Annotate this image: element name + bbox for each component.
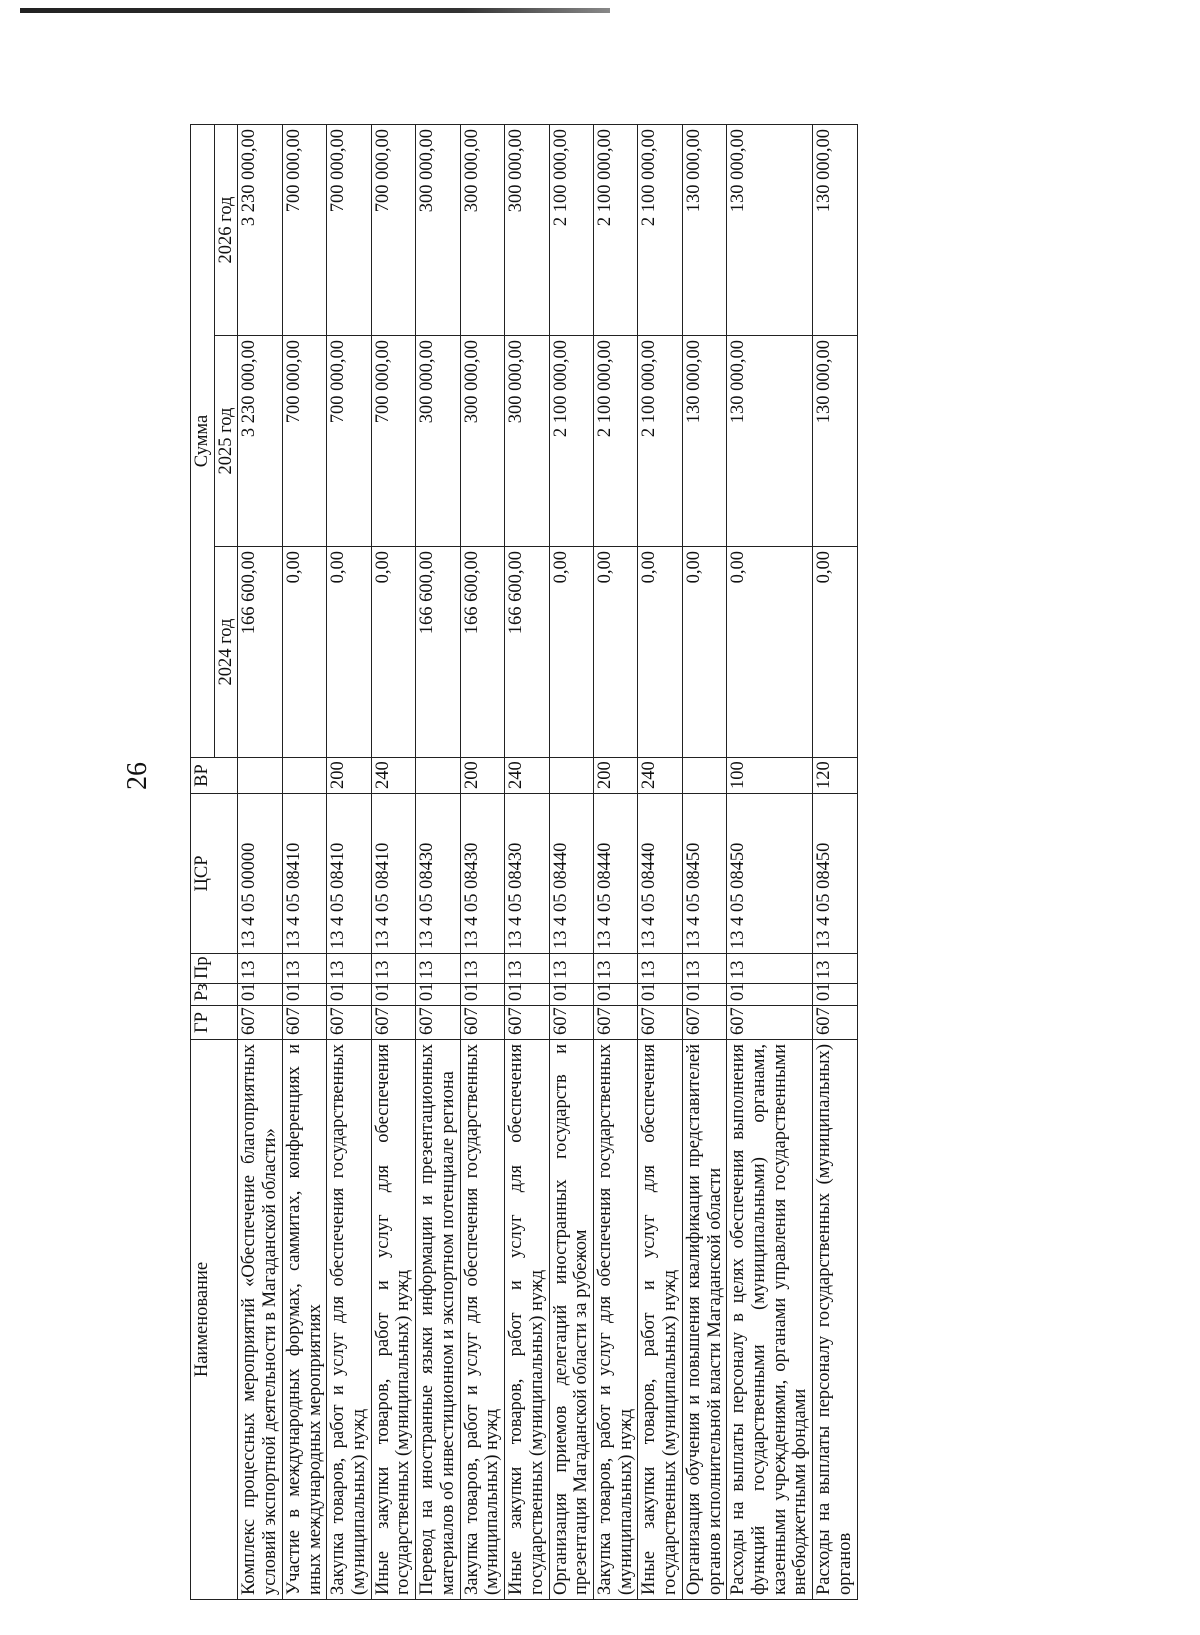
cell-2024: 0,00 xyxy=(727,547,813,758)
cell-name: Расходы на выплаты персоналу государственных (муниципальных) органов xyxy=(813,1040,857,1600)
cell-pr: 13 xyxy=(371,954,415,984)
cell-2025: 2 100 000,00 xyxy=(638,336,682,547)
table-row xyxy=(549,124,593,1599)
cell-rz: 01 xyxy=(549,984,593,1006)
cell-pr: 13 xyxy=(549,954,593,984)
cell-name: Организация обучения и повышения квалификации представителей органов исполнительной власти Магаданской области xyxy=(682,1040,726,1600)
cell-2026: 300 000,00 xyxy=(416,124,460,335)
cell-gr: 607 xyxy=(460,1006,504,1040)
cell-2024: 0,00 xyxy=(327,547,371,758)
cell-gr: 607 xyxy=(327,1006,371,1040)
cell-rz: 01 xyxy=(727,984,813,1006)
table-row xyxy=(282,124,326,1599)
cell-vr: 200 xyxy=(327,758,371,794)
table-row xyxy=(638,124,682,1599)
cell-pr: 13 xyxy=(727,954,813,984)
cell-gr: 607 xyxy=(638,1006,682,1040)
cell-vr xyxy=(549,758,593,794)
top-scan-line xyxy=(20,8,610,13)
cell-gr: 607 xyxy=(682,1006,726,1040)
table-body xyxy=(238,124,857,1599)
table-row xyxy=(416,124,460,1599)
cell-vr xyxy=(282,758,326,794)
cell-2024: 166 600,00 xyxy=(460,547,504,758)
cell-2026: 2 100 000,00 xyxy=(638,124,682,335)
cell-gr: 607 xyxy=(813,1006,857,1040)
cell-gr: 607 xyxy=(416,1006,460,1040)
cell-rz: 01 xyxy=(813,984,857,1006)
table-row xyxy=(505,124,549,1599)
cell-pr: 13 xyxy=(813,954,857,984)
cell-vr: 200 xyxy=(460,758,504,794)
cell-vr: 240 xyxy=(638,758,682,794)
page-number: 26 xyxy=(122,762,153,790)
cell-2026: 130 000,00 xyxy=(727,124,813,335)
header-pr: Пр xyxy=(191,954,238,984)
cell-2026: 2 100 000,00 xyxy=(593,124,637,335)
cell-csr: 13 4 05 08450 xyxy=(682,794,726,954)
rotated-table-wrapper xyxy=(190,125,858,1600)
cell-2025: 300 000,00 xyxy=(460,336,504,547)
cell-2024: 0,00 xyxy=(682,547,726,758)
cell-2026: 3 230 000,00 xyxy=(238,124,282,335)
cell-2024: 166 600,00 xyxy=(416,547,460,758)
table-row xyxy=(813,124,857,1599)
table-row xyxy=(593,124,637,1599)
cell-2025: 700 000,00 xyxy=(327,336,371,547)
header-csr: ЦСР xyxy=(191,794,238,954)
cell-rz: 01 xyxy=(682,984,726,1006)
cell-name: Иные закупки товаров, работ и услуг для обеспечения государственных (муниципальных) нужд xyxy=(638,1040,682,1600)
cell-rz: 01 xyxy=(505,984,549,1006)
cell-csr: 13 4 05 08430 xyxy=(460,794,504,954)
table-row xyxy=(682,124,726,1599)
cell-name: Закупка товаров, работ и услуг для обеспечения государственных (муниципальных) нужд xyxy=(460,1040,504,1600)
cell-csr: 13 4 05 08410 xyxy=(282,794,326,954)
cell-gr: 607 xyxy=(593,1006,637,1040)
cell-rz: 01 xyxy=(460,984,504,1006)
cell-csr: 13 4 05 08410 xyxy=(371,794,415,954)
cell-pr: 13 xyxy=(460,954,504,984)
cell-rz: 01 xyxy=(282,984,326,1006)
cell-vr: 200 xyxy=(593,758,637,794)
cell-2026: 300 000,00 xyxy=(460,124,504,335)
cell-2024: 0,00 xyxy=(638,547,682,758)
cell-2025: 300 000,00 xyxy=(505,336,549,547)
cell-csr: 13 4 05 08450 xyxy=(727,794,813,954)
cell-pr: 13 xyxy=(682,954,726,984)
header-sum: Сумма xyxy=(191,124,215,757)
cell-name: Закупка товаров, работ и услуг для обеспечения государственных (муниципальных) нужд xyxy=(593,1040,637,1600)
cell-2024: 0,00 xyxy=(813,547,857,758)
cell-2025: 700 000,00 xyxy=(371,336,415,547)
cell-vr xyxy=(416,758,460,794)
cell-csr: 13 4 05 08440 xyxy=(638,794,682,954)
cell-2025: 2 100 000,00 xyxy=(549,336,593,547)
cell-2024: 0,00 xyxy=(593,547,637,758)
header-year-2025: 2025 год xyxy=(214,336,238,547)
cell-pr: 13 xyxy=(282,954,326,984)
header-name: Наименование xyxy=(191,1040,238,1600)
cell-csr: 13 4 05 08450 xyxy=(813,794,857,954)
cell-2025: 700 000,00 xyxy=(282,336,326,547)
cell-2026: 700 000,00 xyxy=(282,124,326,335)
cell-csr: 13 4 05 08410 xyxy=(327,794,371,954)
cell-name: Участие в международных форумах, саммитах, конференциях и иных международных мероприятиях xyxy=(282,1040,326,1600)
cell-2026: 700 000,00 xyxy=(327,124,371,335)
cell-pr: 13 xyxy=(638,954,682,984)
table-header xyxy=(191,124,238,1599)
cell-name: Закупка товаров, работ и услуг для обеспечения государственных (муниципальных) нужд xyxy=(327,1040,371,1600)
cell-2024: 0,00 xyxy=(371,547,415,758)
cell-name: Расходы на выплаты персоналу в целях обеспечения выполнения функций государственными (муниципальными) органами, казенными учреждениями, органами управления государственными внебюджетными фондами xyxy=(727,1040,813,1600)
cell-2025: 2 100 000,00 xyxy=(593,336,637,547)
cell-rz: 01 xyxy=(416,984,460,1006)
cell-rz: 01 xyxy=(327,984,371,1006)
cell-name: Организация приемов делегаций иностранных государств и презентация Магаданской области за рубежом xyxy=(549,1040,593,1600)
header-vr: ВР xyxy=(191,758,238,794)
header-year-2026: 2026 год xyxy=(214,124,238,335)
cell-vr xyxy=(682,758,726,794)
cell-pr: 13 xyxy=(238,954,282,984)
cell-csr: 13 4 05 08440 xyxy=(549,794,593,954)
table-row xyxy=(371,124,415,1599)
cell-gr: 607 xyxy=(727,1006,813,1040)
header-rz: Рз xyxy=(191,984,238,1006)
table-row xyxy=(327,124,371,1599)
cell-gr: 607 xyxy=(282,1006,326,1040)
cell-pr: 13 xyxy=(327,954,371,984)
cell-name: Иные закупки товаров, работ и услуг для обеспечения государственных (муниципальных) нужд xyxy=(505,1040,549,1600)
cell-vr: 240 xyxy=(371,758,415,794)
cell-2025: 130 000,00 xyxy=(682,336,726,547)
cell-rz: 01 xyxy=(593,984,637,1006)
cell-pr: 13 xyxy=(505,954,549,984)
cell-csr: 13 4 05 08440 xyxy=(593,794,637,954)
header-year-2024: 2024 год xyxy=(214,547,238,758)
cell-gr: 607 xyxy=(505,1006,549,1040)
header-gr: ГР xyxy=(191,1006,238,1040)
cell-2024: 166 600,00 xyxy=(505,547,549,758)
cell-gr: 607 xyxy=(371,1006,415,1040)
cell-2026: 130 000,00 xyxy=(682,124,726,335)
cell-rz: 01 xyxy=(238,984,282,1006)
table-row xyxy=(727,124,813,1599)
cell-name: Иные закупки товаров, работ и услуг для обеспечения государственных (муниципальных) нужд xyxy=(371,1040,415,1600)
cell-2024: 0,00 xyxy=(282,547,326,758)
cell-pr: 13 xyxy=(416,954,460,984)
cell-2026: 300 000,00 xyxy=(505,124,549,335)
budget-table xyxy=(190,124,858,1600)
cell-csr: 13 4 05 00000 xyxy=(238,794,282,954)
cell-vr: 120 xyxy=(813,758,857,794)
cell-name: Перевод на иностранные языки информации и презентационных материалов об инвестиционном и экспортном потенциале региона xyxy=(416,1040,460,1600)
cell-csr: 13 4 05 08430 xyxy=(505,794,549,954)
cell-vr: 100 xyxy=(727,758,813,794)
cell-gr: 607 xyxy=(238,1006,282,1040)
cell-gr: 607 xyxy=(549,1006,593,1040)
cell-csr: 13 4 05 08430 xyxy=(416,794,460,954)
cell-2025: 130 000,00 xyxy=(727,336,813,547)
cell-vr xyxy=(238,758,282,794)
cell-rz: 01 xyxy=(371,984,415,1006)
cell-2025: 3 230 000,00 xyxy=(238,336,282,547)
cell-name: Комплекс процессных мероприятий «Обеспечение благоприятных условий экспортной деятельности в Магаданской области» xyxy=(238,1040,282,1600)
cell-2024: 166 600,00 xyxy=(238,547,282,758)
table-row xyxy=(460,124,504,1599)
cell-2026: 700 000,00 xyxy=(371,124,415,335)
cell-vr: 240 xyxy=(505,758,549,794)
cell-2026: 130 000,00 xyxy=(813,124,857,335)
cell-2026: 2 100 000,00 xyxy=(549,124,593,335)
cell-pr: 13 xyxy=(593,954,637,984)
cell-2025: 300 000,00 xyxy=(416,336,460,547)
table-row xyxy=(238,124,282,1599)
cell-2025: 130 000,00 xyxy=(813,336,857,547)
cell-2024: 0,00 xyxy=(549,547,593,758)
cell-rz: 01 xyxy=(638,984,682,1006)
